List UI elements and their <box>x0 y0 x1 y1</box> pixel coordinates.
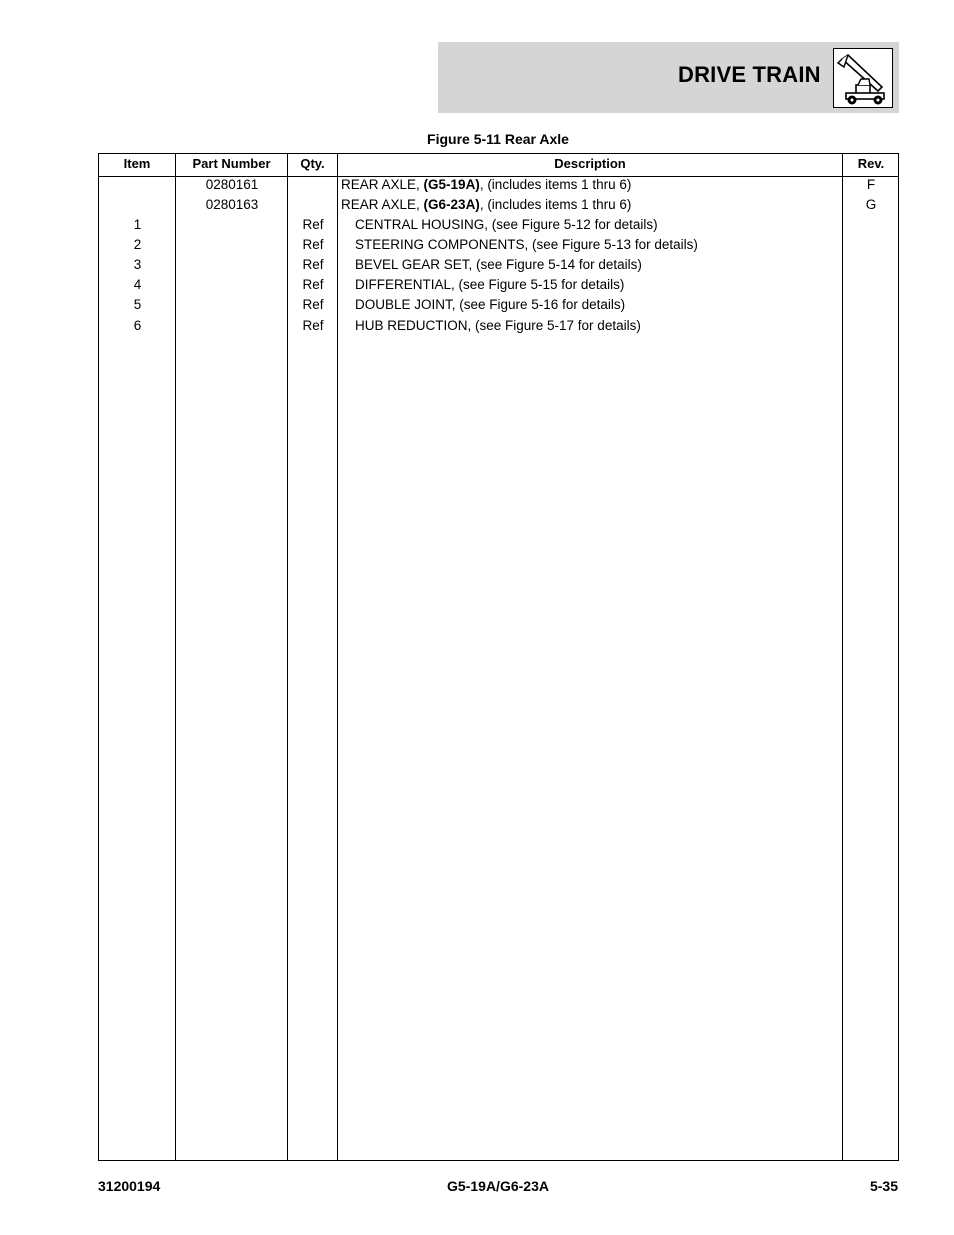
table-row <box>99 316 898 336</box>
model-code: (G5-19A) <box>423 177 480 192</box>
description: DOUBLE JOINT, (see Figure 5-16 for details) <box>355 297 626 312</box>
description: CENTRAL HOUSING, (see Figure 5-12 for details) <box>355 217 658 232</box>
description <box>341 195 631 215</box>
quantity: Ref <box>302 277 324 292</box>
column-header-item: Item <box>123 156 151 171</box>
page-number: 5-35 <box>869 1178 898 1194</box>
item-number: 6 <box>133 318 142 333</box>
table-row <box>99 295 898 315</box>
item-number: 5 <box>133 297 142 312</box>
quantity: Ref <box>302 297 324 312</box>
description: HUB REDUCTION, (see Figure 5-17 for details) <box>355 318 641 333</box>
telehandler-icon <box>833 48 893 108</box>
quantity: Ref <box>302 237 324 252</box>
column-header-qty: Qty. <box>300 156 325 171</box>
table-row <box>99 215 898 235</box>
revision: G <box>865 197 877 212</box>
column-header-rev: Rev. <box>857 156 885 171</box>
parts-table <box>98 153 899 1161</box>
section-title: DRIVE TRAIN <box>678 62 821 87</box>
item-number: 2 <box>133 237 142 252</box>
model-code: (G6-23A) <box>423 197 480 212</box>
column-header-part-number: Part Number <box>192 156 271 171</box>
quantity: Ref <box>302 257 324 272</box>
description-text: REAR AXLE, <box>341 177 424 192</box>
part-number: 0280161 <box>205 177 259 192</box>
description-text: REAR AXLE, <box>341 197 424 212</box>
figure-title: Figure 5-11 Rear Axle <box>427 131 569 147</box>
table-row <box>99 275 898 295</box>
table-row <box>99 255 898 275</box>
description-text: , (includes items 1 thru 6) <box>479 197 632 212</box>
header-band <box>438 42 899 113</box>
description: BEVEL GEAR SET, (see Figure 5-14 for details) <box>355 257 642 272</box>
table-row <box>99 195 898 215</box>
manual-number: 31200194 <box>98 1178 161 1194</box>
description: STEERING COMPONENTS, (see Figure 5-13 for details) <box>355 237 698 252</box>
table-row <box>99 235 898 255</box>
item-number: 1 <box>133 217 142 232</box>
description-text: , (includes items 1 thru 6) <box>479 177 632 192</box>
description <box>341 175 631 195</box>
item-number: 4 <box>133 277 142 292</box>
description: DIFFERENTIAL, (see Figure 5-15 for details) <box>355 277 625 292</box>
table-row <box>99 175 898 195</box>
column-header-description: Description <box>554 156 626 171</box>
revision: F <box>866 177 876 192</box>
quantity: Ref <box>302 217 324 232</box>
model-names: G5-19A/G6-23A <box>447 1178 549 1194</box>
quantity: Ref <box>302 318 324 333</box>
part-number: 0280163 <box>205 197 259 212</box>
item-number: 3 <box>133 257 142 272</box>
